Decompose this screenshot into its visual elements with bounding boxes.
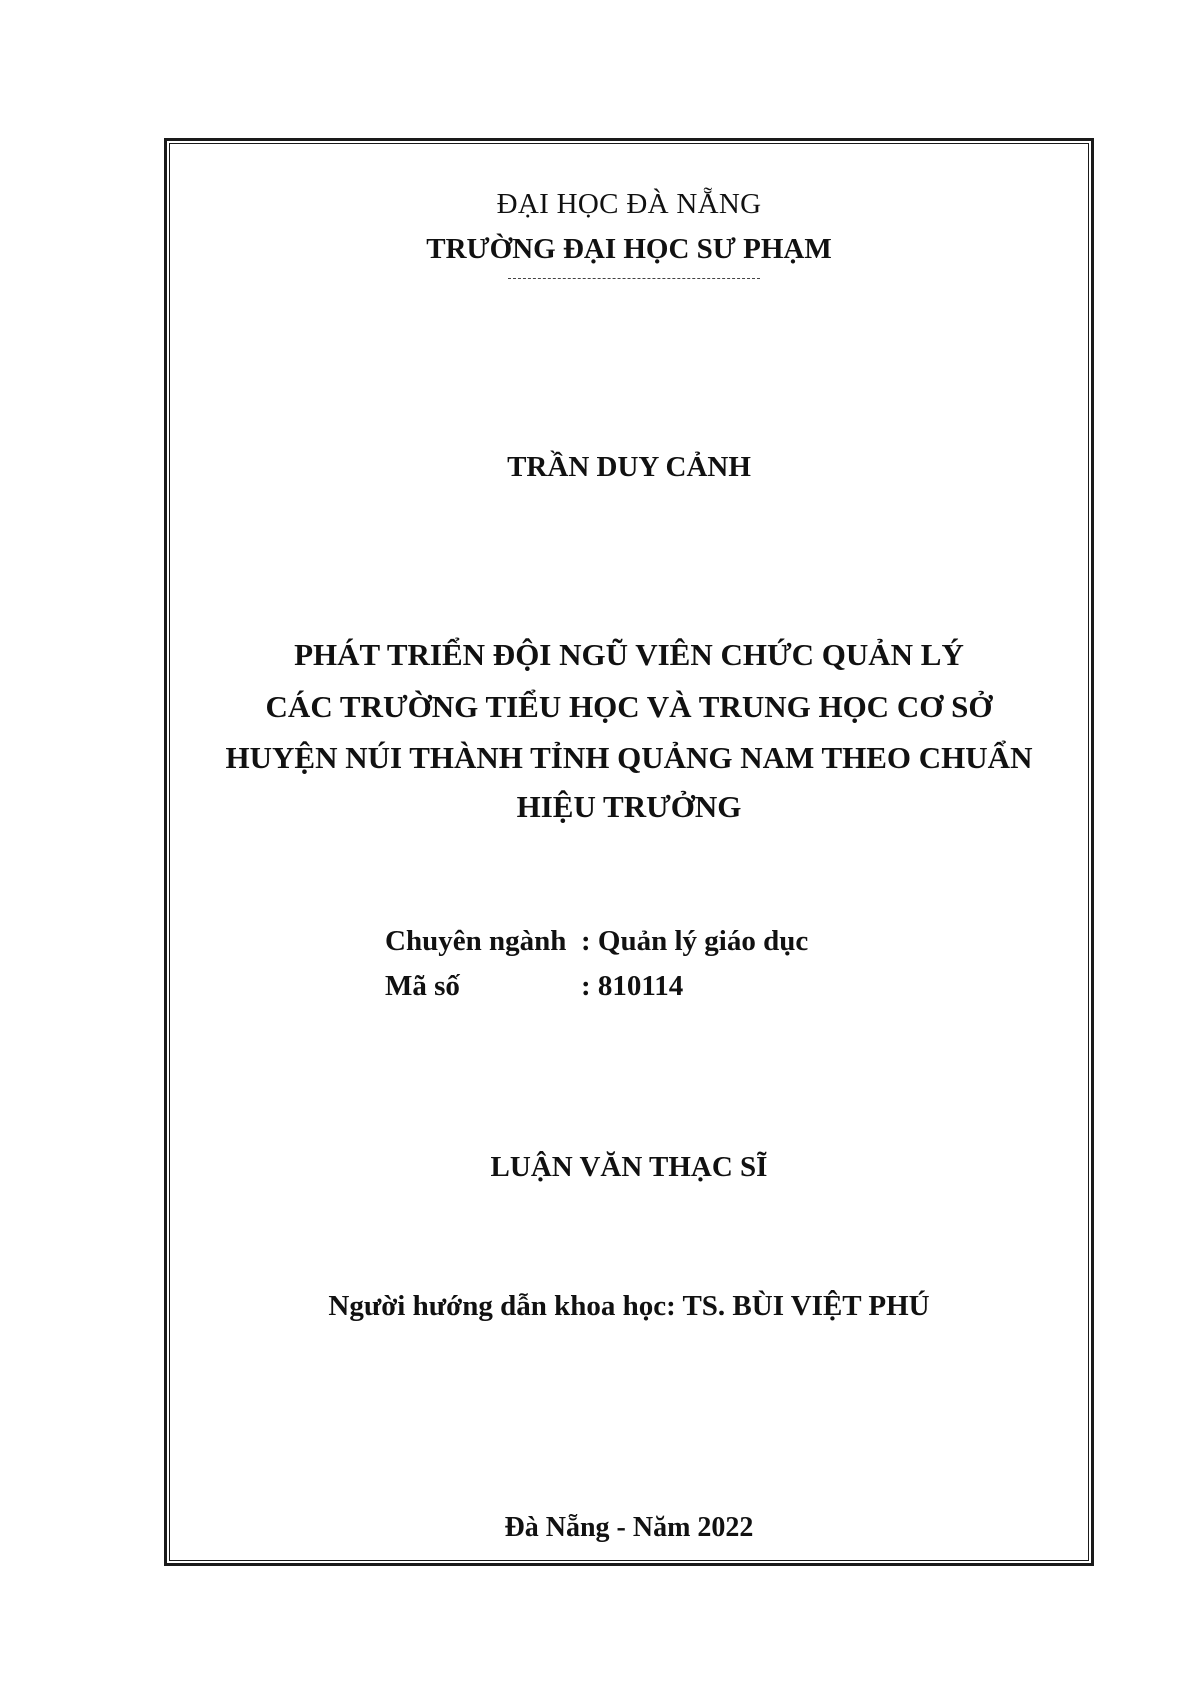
thesis-title-line-1: PHÁT TRIỂN ĐỘI NGŨ VIÊN CHỨC QUẢN LÝ <box>294 637 964 672</box>
major-label: Chuyên ngành <box>385 925 567 957</box>
degree-type: LUẬN VĂN THẠC SĨ <box>490 1151 768 1183</box>
page-border-inner <box>169 143 1089 1561</box>
author-name: TRẦN DUY CẢNH <box>507 451 751 483</box>
dashed-divider <box>508 278 760 279</box>
code-row <box>385 970 683 1003</box>
school-name: TRƯỜNG ĐẠI HỌC SƯ PHẠM <box>426 233 832 265</box>
major-value: : Quản lý giáo dục <box>581 925 809 957</box>
thesis-title-line-3: HUYỆN NÚI THÀNH TỈNH QUẢNG NAM THEO CHUẨN <box>225 740 1033 775</box>
code-label: Mã số <box>385 970 460 1002</box>
thesis-title-line-2: CÁC TRƯỜNG TIỂU HỌC VÀ TRUNG HỌC CƠ SỞ <box>265 689 993 724</box>
university-name: ĐẠI HỌC ĐÀ NẴNG <box>496 188 762 220</box>
advisor-line: Người hướng dẫn khoa học: TS. BÙI VIỆT PHÚ <box>328 1290 930 1322</box>
code-value: : 810114 <box>581 970 684 1002</box>
major-row <box>385 925 808 958</box>
thesis-title-line-4: HIỆU TRƯỞNG <box>516 789 742 824</box>
place-and-year: Đà Nẵng - Năm 2022 <box>504 1512 754 1543</box>
